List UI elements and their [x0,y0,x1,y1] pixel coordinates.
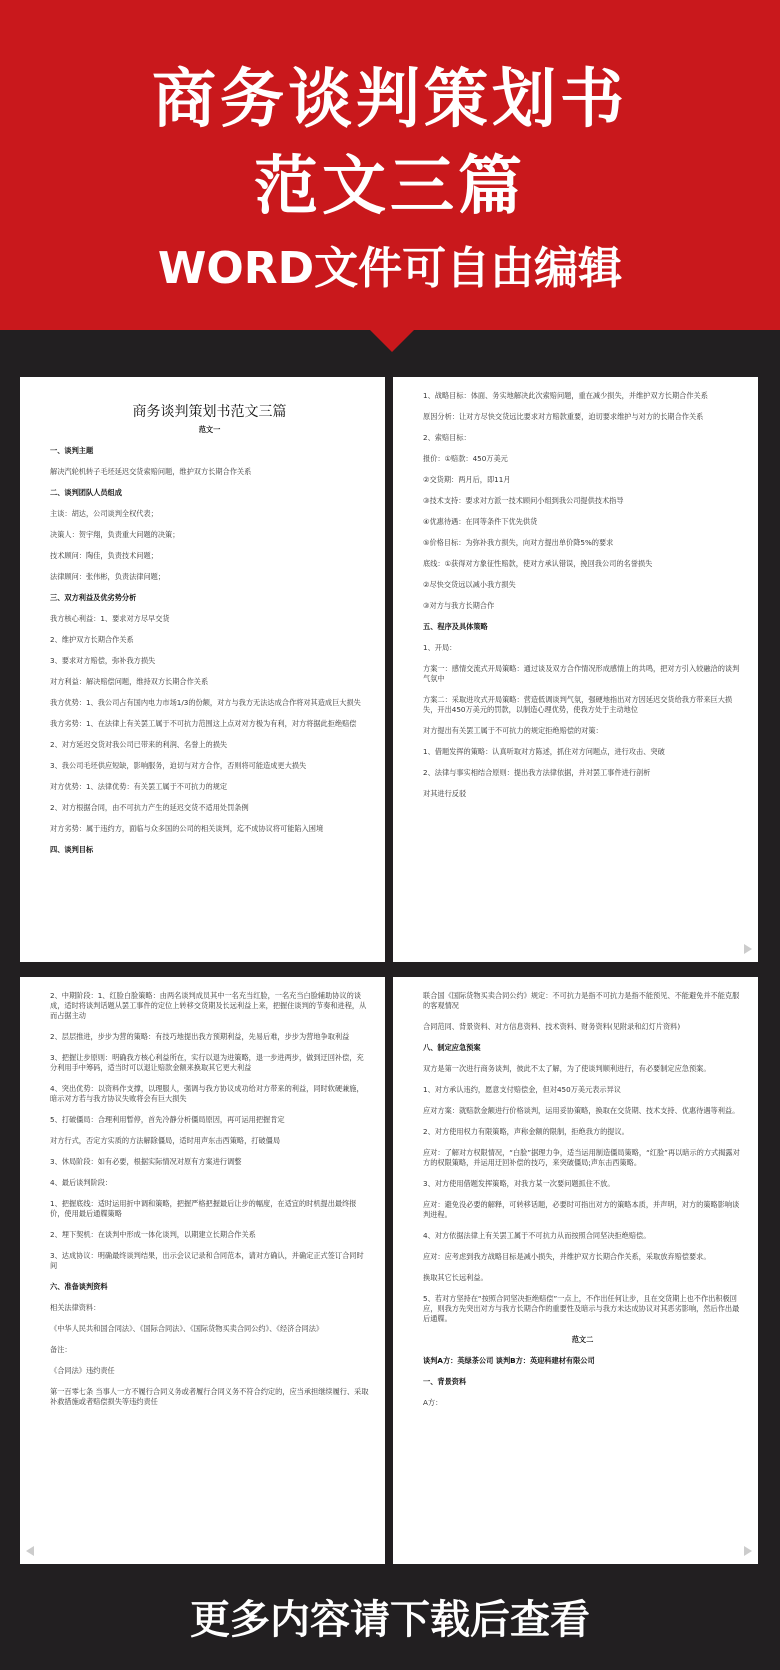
paragraph-line: 3、达成协议：明确最终谈判结果，出示会议记录和合同范本，请对方确认，并确定正式签订合同时间 [50,1251,364,1270]
paragraph-line: 对方利益：解决赔偿问题，维持双方长期合作关系 [50,677,209,686]
section-heading: 谈判A方：英绿茶公司 谈判B方：英迎科建材有限公司 [423,1356,595,1365]
page-content [393,377,758,799]
paragraph-line: 原因分析：让对方尽快交货远比要求对方赔款重要，迫切要求维护与对方的长期合作关系 [423,412,704,421]
section-heading: 范文二 [571,1335,594,1344]
page-content [20,377,385,855]
paragraph-line: ②尽快交货远以减小我方损失 [423,580,516,589]
paragraph-line: 主谈：胡达，公司谈判全权代表； [50,509,158,518]
paragraph-line: 3、我公司毛坯供应短缺，影响服务，迫切与对方合作，否则将可能造成更大损失 [50,761,307,770]
paragraph-line: 4、突出优势：以资料作支撑，以理服人，强调与我方协议成功给对方带来的利益，同时软硬兼施，暗示对方若与我方协议失败将会有巨大损失 [50,1084,364,1103]
paragraph-line: A方： [423,1398,443,1407]
paragraph-line: 备注： [50,1345,72,1354]
paragraph-line: 2、维护双方长期合作关系 [50,635,134,644]
paragraph-line: 联合国《国际货物买卖合同公约》规定：不可抗力是指不可抗力是指不能预见、不能避免并不能克服的客观情况 [423,991,740,1010]
paragraph-line: 1、对方承认违约，愿意支付赔偿金，但对450万美元表示异议 [423,1085,621,1094]
paragraph-line: ③技术支持：要求对方派一技术顾问小组到我公司提供技术指导 [423,496,624,505]
section-heading: 一、谈判主题 [50,446,94,455]
paragraph-line: 对其进行反驳 [423,789,467,798]
paragraph-line: 双方是第一次进行商务谈判，彼此不太了解，为了使谈判顺利进行，有必要制定应急预案。 [423,1064,711,1073]
document-page-2 [393,377,758,962]
banner-notch [370,330,414,352]
paragraph-line: 方案二：采取进攻式开局策略：营造低调谈判气氛，强硬地指出对方因延迟交货给我方带来巨大损失，开出450万美元的罚款，以制造心理优势，使我方处于主动地位 [423,695,733,714]
paragraph-line: 4、最后谈判阶段： [50,1178,113,1187]
paragraph-line: 对方提出有关罢工属于不可抗力的规定拒绝赔偿的对策： [423,726,603,735]
header-banner [0,0,780,330]
paragraph-line: 应对方案：就赔款金额进行价格谈判，运用妥协策略，换取在交货期、技术支持、优惠待遇等利益。 [423,1106,740,1115]
paragraph-line: 2、法律与事实相结合原则：提出我方法律依据，并对罢工事件进行剖析 [423,768,651,777]
paragraph-line: 底线：①获得对方象征性赔款，使对方承认错误，挽回我公司的名誉损失 [423,559,653,568]
section-heading: 范文一 [198,425,221,434]
paragraph-line: 2、索赔目标： [423,433,471,442]
paragraph-line: 技术顾问：陶佳，负责技术问题； [50,551,158,560]
banner-subtitle: WORD文件可自由编辑 [157,243,623,294]
section-heading: 八、制定应急预案 [423,1043,481,1052]
paragraph-line: 第一百零七条 当事人一方不履行合同义务或者履行合同义务不符合约定的，应当承担继续履行、采取补救措施或者赔偿损失等违约责任 [50,1387,369,1406]
prev-page-arrow-icon[interactable] [26,1546,34,1556]
section-heading: 二、谈判团队人员组成 [50,488,122,497]
next-page-arrow-icon[interactable] [744,944,752,954]
section-heading: 五、程序及具体策略 [423,622,488,631]
next-page-arrow-icon[interactable] [744,1546,752,1556]
document-title: 商务谈判策划书范文三篇 [132,404,287,420]
document-page-1 [20,377,385,962]
page-content [393,977,758,1408]
document-page-3 [20,977,385,1564]
paragraph-line: ④优惠待遇：在同等条件下优先供货 [423,517,538,526]
paragraph-line: 2、对方根据合同，由不可抗力产生的延迟交货不适用处罚条例 [50,803,249,812]
paragraph-line: 解决汽轮机转子毛坯延迟交货索赔问题，维护双方长期合作关系 [50,467,252,476]
paragraph-line: 1、开局： [423,643,457,652]
page-content [20,977,385,1407]
document-page-4 [393,977,758,1564]
paragraph-line: 我方优势：1、我公司占有国内电力市场1/3的份额，对方与我方无法达成合作将对其造成巨大损失 [50,698,361,707]
paragraph-line: 1、把握底线：适时运用折中调和策略，把握严格把握最后让步的幅度，在适宜的时机提出最终报价，使用最后通牒策略 [50,1199,357,1218]
paragraph-line: 4、对方依据法律上有关罢工属于不可抗力从而按照合同坚决拒绝赔偿。 [423,1231,651,1240]
paragraph-line: 3、要求对方赔偿，弥补我方损失 [50,656,156,665]
paragraph-line: ②交货期：两月后，即11月 [423,475,511,484]
paragraph-line: 对方行式，否定方实质的方法解除僵局，适时用声东击西策略，打破僵局 [50,1136,281,1145]
banner-title-line1: 商务谈判策划书 [152,63,628,137]
paragraph-line: 5、打破僵局：合理利用暂停，首先冷静分析僵局原因，再可运用把握肯定 [50,1115,285,1124]
paragraph-line: 我方核心利益：1、要求对方尽早交货 [50,614,170,623]
paragraph-line: 对方劣势：属于违约方，面临与众多国的公司的相关谈判，迄不成协议将可能陷入困境 [50,824,324,833]
paragraph-line: 1、战略目标：体面、务实地解决此次索赔问题，重在减少损失，并维护双方长期合作关系 [423,391,708,400]
paragraph-line: 换取其它长远利益。 [423,1273,488,1282]
section-heading: 三、双方利益及优劣势分析 [50,593,137,602]
section-heading: 一、背景资料 [423,1377,467,1386]
paragraph-line: ⑤价格目标：为弥补我方损失，向对方提出单价降5%的要求 [423,538,614,547]
paragraph-line: 我方劣势：1、在法律上有关罢工属于不可抗力范围这上点对对方极为有利，对方将据此拒绝赔偿 [50,719,357,728]
paragraph-line: 《合同法》违约责任 [50,1366,115,1375]
paragraph-line: 决策人：贺宇翔，负责重大问题的决策； [50,530,180,539]
paragraph-line: 1、借题发挥的策略：认真听取对方陈述，抓住对方问题点，进行攻击、突破 [423,747,665,756]
paragraph-line: 2、中期阶段：1、红脸白脸策略：由两名谈判成员其中一名充当红脸，一名充当白脸辅助协议的谈成，适时将谈判话题从罢工事件的定位上转移交货期及长远利益上来，把握住谈判的节奏和进程，从而占据主动 [50,991,367,1020]
banner-title-line2: 范文三篇 [254,150,526,224]
paragraph-line: 2、对方使用权力有限策略，声称金额的限制，拒绝我方的提议。 [423,1127,629,1136]
paragraph-line: 对方优势：1、法律优势：有关罢工属于不可抗力的规定 [50,782,228,791]
paragraph-line: 2、对方延迟交货对我公司已带来的利润、名誉上的损失 [50,740,228,749]
section-heading: 四、谈判目标 [50,845,94,854]
paragraph-line: 方案一：感情交流式开局策略：通过谈及双方合作情况形成感情上的共鸣，把对方引入较融洽的谈判气氛中 [423,664,740,683]
paragraph-line: 3、对方使用借题发挥策略，对我方某一次要问题抓住不放。 [423,1179,615,1188]
paragraph-line: 《中华人民共和国合同法》、《国际合同法》、《国际货物买卖合同公约》、《经济合同法》 [50,1324,324,1333]
paragraph-line: 报价：①赔款：450万美元 [423,454,508,463]
paragraph-line: 应对：应考虑到我方战略目标是减小损失，并维护双方长期合作关系，采取放弃赔偿要求。 [423,1252,711,1261]
paragraph-line: 合同范同、背景资料、对方信息资料、技术资料、财务资料(见附录和幻灯片资料) [423,1022,681,1031]
paragraph-line: 3、休局阶段：如有必要，根据实际情况对原有方案进行调整 [50,1157,242,1166]
paragraph-line: 3、把握让步原则：明确我方核心利益所在，实行以退为进策略，退一步进两步，做到迂回补偿，充分利用手中筹码，适当时可以退让赔款金额来换取其它更大利益 [50,1053,364,1072]
paragraph-line: 法律顾问：张伟彬，负责法律问题； [50,572,166,581]
download-prompt: 更多内容请下载后查看 [190,1597,590,1643]
paragraph-line: 应对：了解对方权限情况，“白脸”据理力争，适当运用制造僵局策略，“红脸”再以暗示的方式揭露对方的权限策略，并运用迂回补偿的技巧，来突破僵局;声东击西策略。 [423,1148,740,1167]
paragraph-line: 2、层层推进，步步为营的策略：有技巧地提出我方预期利益，先易后难，步步为营地争取利益 [50,1032,350,1041]
paragraph-line: ③对方与我方长期合作 [423,601,495,610]
paragraph-line: 相关法律资料： [50,1303,101,1312]
section-heading: 六、准备谈判资料 [50,1282,108,1291]
paragraph-line: 2、埋下契机：在谈判中形成一体化谈判，以期建立长期合作关系 [50,1230,256,1239]
paragraph-line: 应对：避免没必要的解释，可转移话题，必要时可指出对方的策略本质，并声明，对方的策略影响谈判进程。 [423,1200,740,1219]
paragraph-line: 5、若对方坚持在“按照合同坚决拒绝赔偿”一点上，不作出任何让步，且在交货期上也不作出积极回应，则我方先突出对方与我方长期合作的重要性及暗示与我方未达成协议对其恶劣影响，然后作出最后通牒。 [423,1294,740,1323]
